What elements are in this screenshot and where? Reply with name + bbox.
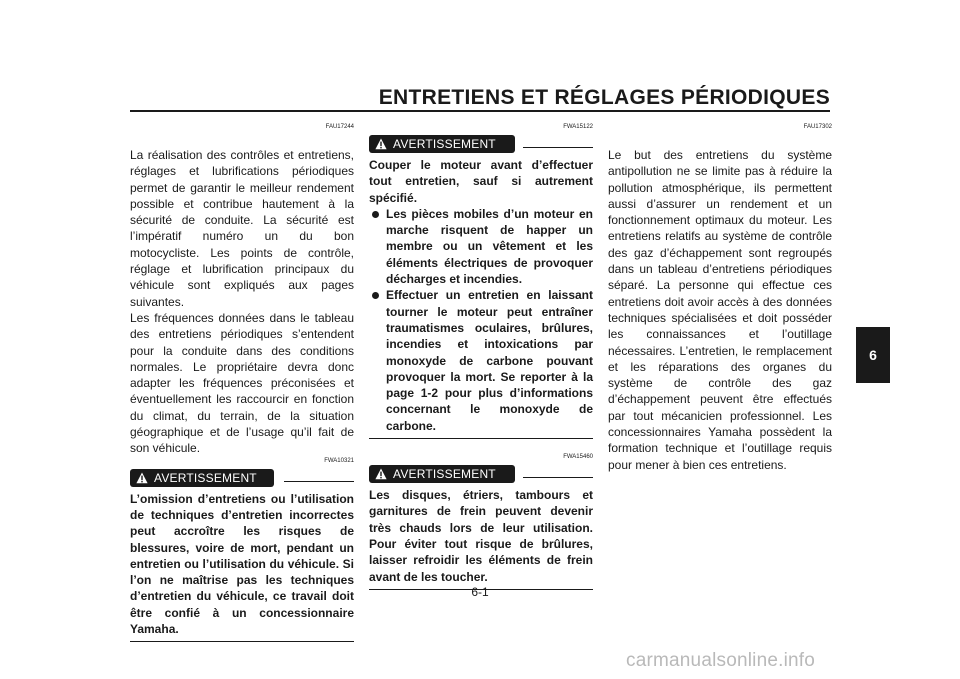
warning-badge [369,465,515,483]
title-rule [130,110,830,112]
warning-code: FWA15460 [563,454,593,461]
warning-intro: Couper le moteur avant d’effectuer tout entretien, sauf si autrement spécifié. [369,158,593,205]
page-title: ENTRETIENS ET RÉGLAGES PÉRIODIQUES [378,86,830,109]
warning-bullet-list [369,206,593,434]
intro-paragraph: La réalisation des contrôles et entretiens, réglages et lubrifications périodiques permet de garantir le meilleur rendement possible et contribue hautement à la sécurité de conduite. La sécurité est l’impératif numéro un du bon motocycliste. Les points de contrôle, réglage et lubrification principaux du véhicule sont expliqués aux pages suivantes. [130,148,354,309]
bullet-dot [372,211,379,218]
warning-box [369,463,593,590]
frequency-paragraph: Les fréquences données dans le tableau des entretiens périodiques s’entendent pour la conduite dans des conditions normales. Le propriétaire devra donc adapter les fréquences préconisées et éventuellement les raccourcir en fonction du climat, du terrain, de la situation géographique et de l’usage qu’il fait de son véhicule. [130,310,354,456]
warning-box [369,133,593,439]
warning-label: AVERTISSEMENT [393,137,496,151]
warning-text: L’omission d’entretiens ou l’utilisation de techniques d’entretien incorrectes peut accroître les risques de blessures, voire de mort, pendant un entretien ou l’utilisation du véhicule. Si l’on ne maîtrise pas les techniques d’entretien du véhicule, ce travail doit être confié à un concessionnaire Yamaha. [130,491,354,637]
warning-code: FWA10321 [324,457,354,464]
section-code: FAU17302 [803,124,832,130]
warning-badge [369,135,515,153]
column-2 [369,123,593,590]
warning-triangle-icon [136,472,148,484]
warning-badge [130,469,274,487]
warning-triangle-icon [375,468,387,480]
list-item: Effectuer un entretien en laissant tourner le moteur peut entraîner traumatismes oculaires, brûlures, incendies et intoxications par monoxyde de carbone pouvant provoquer la mort. Se reporter à la page 1-2 pour plus d’informations concernant le monoxyde de carbone. [369,287,593,434]
column-3 [608,123,832,473]
warning-text: Les disques, étriers, tambours et garnitures de frein peuvent devenir très chauds lors de leur utilisation. Pour éviter tout risque de brûlures, laisser refroidir les éléments de frein avant de les toucher. [369,488,593,584]
section-code: FAU17244 [325,124,354,130]
warning-code: FWA15122 [563,124,593,130]
list-item: Les pièces mobiles d’un moteur en marche risquent de happer un membre ou un vêtement et les éléments électriques de provoquer décharges et incendies. [369,206,593,287]
watermark: carmanualsonline.info [626,650,816,671]
page-number: 6-1 [471,585,489,599]
warning-triangle-icon [375,138,387,150]
warning-box [130,467,354,643]
column-1 [130,123,354,642]
bullet-dot [372,292,379,299]
warning-label: AVERTISSEMENT [393,467,496,482]
warning-label: AVERTISSEMENT [154,470,257,485]
emissions-paragraph: Le but des entretiens du système antipollution ne se limite pas à réduire la pollution atmosphérique, ils permettent aussi d’assurer un rendement et un fonctionnement optimaux du moteur. Les entretiens relatifs au système de contrôle des gaz d’échappement sont regroupés dans un tableau d’entretiens périodiques séparé. La personne qui effectue ces entretiens doit avoir accès à des données techniques spécialisées et doit posséder les connaissances et l’outillage nécessaires. L’entretien, le remplacement et les réparations des organes du système de contrôle des gaz d’échappement peuvent être effectués par tout mécanicien professionnel. Les concessionnaires Yamaha possèdent la formation technique et l’outillage requis pour mener à bien ces entretiens. [608,148,832,472]
chapter-tab: 6 [856,327,890,383]
